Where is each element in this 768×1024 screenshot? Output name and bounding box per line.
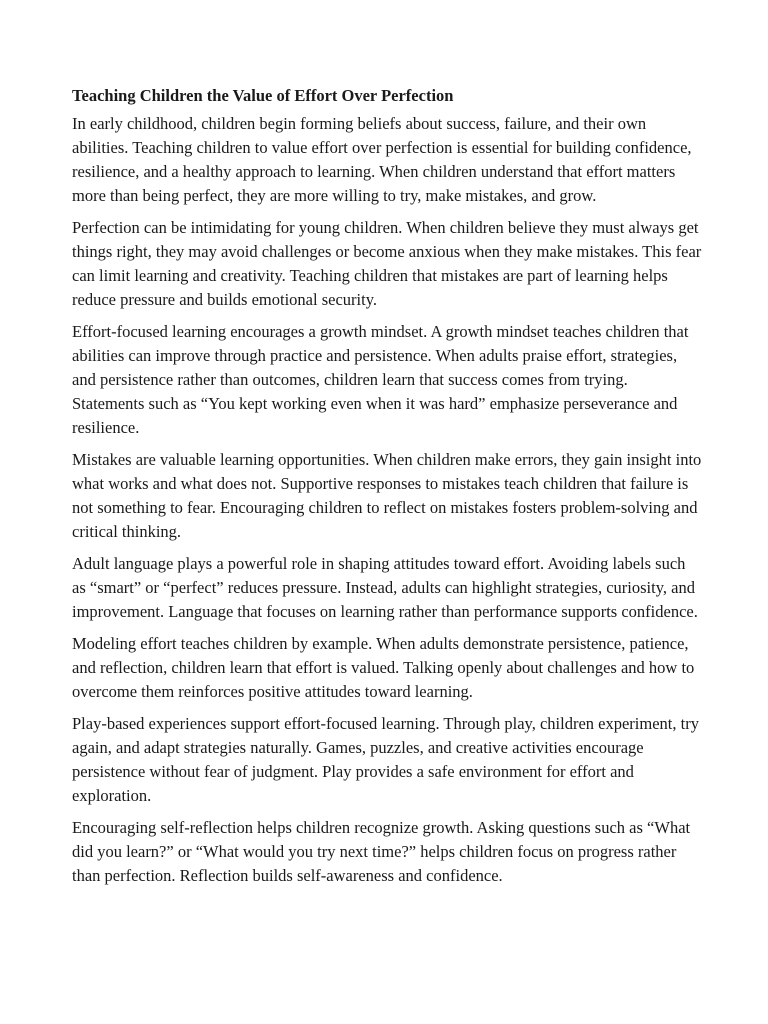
paragraph-2: Perfection can be intimidating for young children. When children believe they must always get things right, they may avoid challenges or become anxious when they make mistakes. This fear can limit learning and creativity. Teaching children that mistakes are part of learning helps reduce pressure and builds emotional security. [72,218,702,309]
paragraph-5: Adult language plays a powerful role in shaping attitudes toward effort. Avoiding labels such as “smart” or “perfect” reduces pressure. Instead, adults can highlight strategies, curiosity, and improvement. Language that focuses on learning rather than performance supports confidence. [72,554,698,621]
paragraph-4: Mistakes are valuable learning opportunities. When children make errors, they gain insight into what works and what does not. Supportive responses to mistakes teach children that failure is not something to fear. Encouraging children to reflect on mistakes fosters problem-solving and critical thinking. [72,450,702,541]
document-page [72,84,702,896]
paragraph-6: Modeling effort teaches children by example. When adults demonstrate persistence, patience, and reflection, children learn that effort is valued. Talking openly about challenges and how to overcome them reinforces positive attitudes toward learning. [72,634,695,701]
paragraph-1: In early childhood, children begin forming beliefs about success, failure, and their own abilities. Teaching children to value effort over perfection is essential for building confidence, resilience, and a healthy approach to learning. When children understand that effort matters more than being perfect, they are more willing to try, make mistakes, and grow. [72,114,692,205]
paragraph-8: Encouraging self-reflection helps children recognize growth. Asking questions such as “What did you learn?” or “What would you try next time?” helps children focus on progress rather than perfection. Reflection builds self-awareness and confidence. [72,818,691,885]
paragraph-3: Effort-focused learning encourages a growth mindset. A growth mindset teaches children that abilities can improve through practice and persistence. When adults praise effort, strategies, and persistence rather than outcomes, children learn that success comes from trying. Statements such as “You kept working even when it was hard” emphasize perseverance and resilience. [72,322,689,437]
document-title: Teaching Children the Value of Effort Over Perfection [72,86,454,105]
paragraph-7: Play-based experiences support effort-focused learning. Through play, children experiment, try again, and adapt strategies naturally. Games, puzzles, and creative activities encourage persistence without fear of judgment. Play provides a safe environment for effort and exploration. [72,714,699,805]
